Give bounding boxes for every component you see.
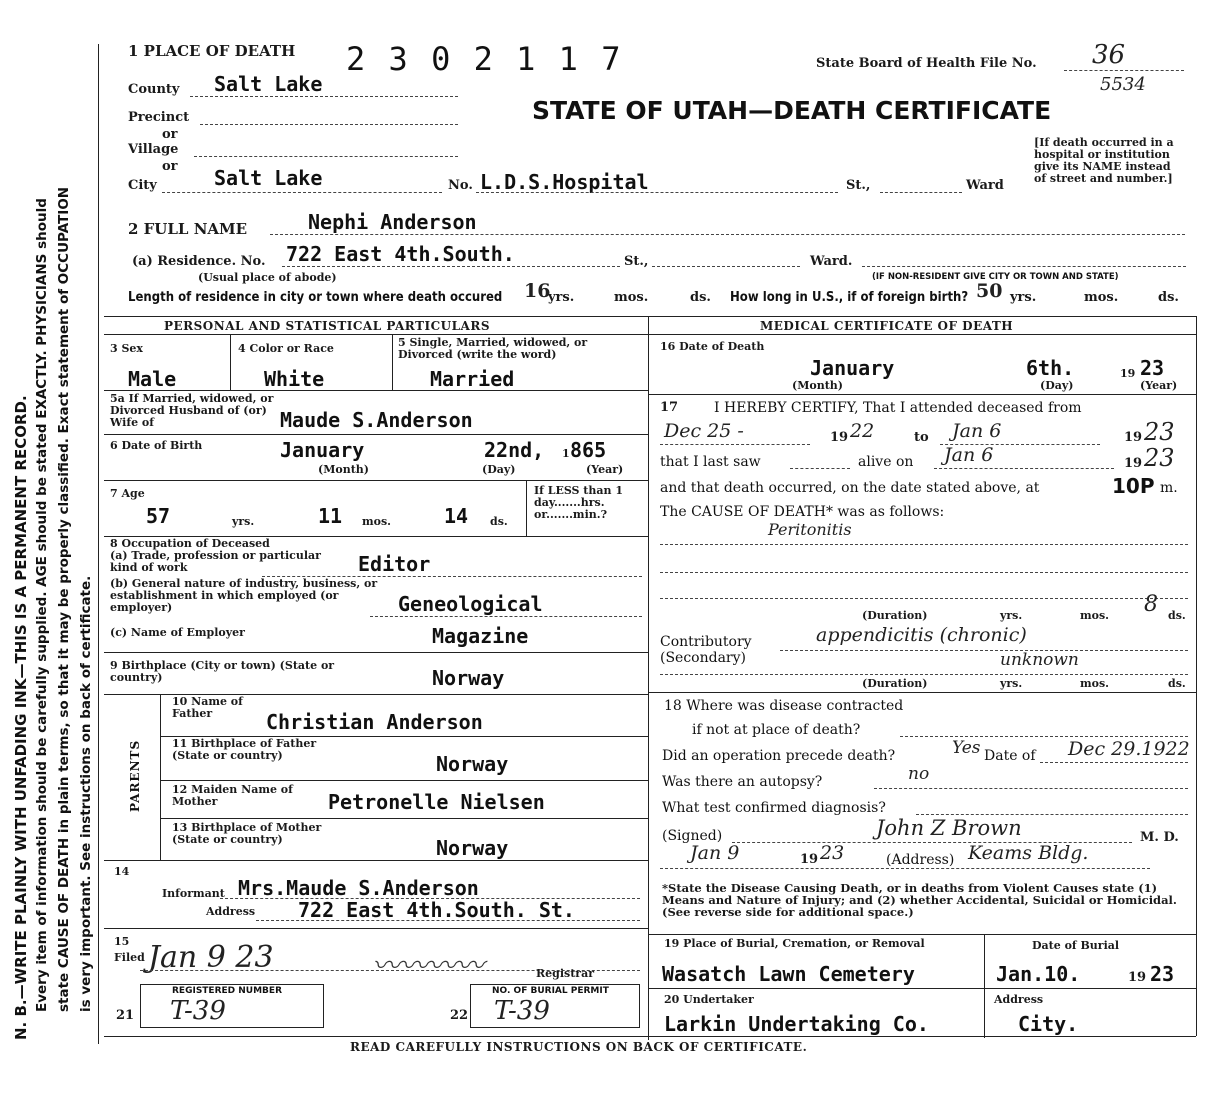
age-yrs-label: yrs. — [232, 515, 255, 528]
attended-to-value: Jan 6 — [952, 420, 1002, 442]
alive-on-label: alive on — [858, 454, 914, 470]
file-no-label: State Board of Health File No. — [816, 56, 1037, 71]
physician-address-label: (Address) — [886, 852, 955, 868]
registrar-signature: 〰〰〰〰 — [372, 949, 485, 982]
signed-label: (Signed) — [662, 828, 723, 844]
registrar-label: Registrar — [536, 967, 595, 980]
attended-from-year-prefix: 19 — [830, 430, 849, 445]
full-name-line — [270, 234, 1185, 235]
full-name-value: Nephi Anderson — [308, 210, 477, 234]
age-years-value: 57 — [146, 504, 171, 528]
usual-place-label: (Usual place of abode) — [198, 271, 337, 284]
death-year-label: (Year) — [1140, 379, 1178, 392]
us-yrs-label: yrs. — [1010, 290, 1037, 305]
test-confirmed-label: What test confirmed diagnosis? — [662, 800, 886, 816]
precinct-label: Precinct — [128, 110, 190, 125]
filed-number: 15 — [114, 935, 130, 948]
death-occurred-label: and that death occurred, on the date stated above, at — [660, 480, 1040, 496]
undertaker-label: 20 Undertaker — [664, 993, 754, 1006]
last-saw-label: that I last saw — [660, 454, 761, 470]
death-day-label: (Day) — [1040, 379, 1074, 392]
physician-address-value: Keams Bldg. — [968, 842, 1089, 864]
industry-label: (b) General nature of industry, business, or establishment in which employed (or employer) — [110, 577, 378, 614]
father-birthplace-value: Norway — [436, 752, 509, 776]
dob-year-value: 865 — [570, 438, 607, 462]
informant-address-value: 722 East 4th.South. St. — [298, 898, 575, 922]
last-saw-year-value: 23 — [1144, 444, 1175, 472]
certificate-number-stamp: 2 3 0 2 1 1 7 — [346, 40, 623, 78]
death-month-value: January — [810, 356, 895, 380]
undertaker-address-value: City. — [1018, 1012, 1079, 1036]
duration-mos-label: mos. — [1080, 609, 1109, 622]
marital-label: 5 Single, Married, widowed, or Divorced (write the word) — [398, 336, 588, 361]
attended-from-year: 22 — [850, 420, 875, 442]
parents-label: PARENTS — [128, 739, 142, 812]
length-ds-label: ds. — [690, 290, 711, 305]
institution-line — [476, 192, 838, 193]
burial-date-value: Jan.10. — [996, 962, 1081, 986]
dob-year-prefix: 1 — [562, 447, 570, 460]
left-frame-line — [98, 44, 99, 1044]
sex-label: 3 Sex — [110, 342, 143, 355]
death-year-prefix: 19 — [1120, 367, 1136, 380]
burial-place-value: Wasatch Lawn Cemetery — [662, 962, 915, 986]
mother-label: 12 Maiden Name of Mother — [172, 783, 293, 808]
cause-line-1 — [660, 544, 1188, 545]
attended-from-line — [660, 444, 810, 445]
less-than-label: If LESS than 1 day.......hrs. or.......min.? — [534, 484, 623, 521]
city-value: Salt Lake — [214, 166, 323, 190]
informant-address-line — [256, 920, 640, 921]
last-saw-year-prefix: 19 — [1124, 456, 1143, 471]
length-mos-label: mos. — [614, 290, 649, 305]
attended-to-year-prefix: 19 — [1124, 430, 1143, 445]
precinct-line — [200, 124, 458, 125]
county-line — [190, 96, 458, 97]
footer-instructions: READ CAREFULLY INSTRUCTIONS ON BACK OF CERTIFICATE. — [350, 1040, 808, 1054]
industry-line — [370, 616, 642, 617]
color-value: White — [264, 367, 325, 391]
village-line — [194, 156, 458, 157]
age-ds-label: ds. — [490, 515, 508, 528]
signed-year-prefix: 19 — [800, 852, 819, 867]
age-label: 7 Age — [110, 487, 145, 500]
file-no-value-2: 5534 — [1100, 74, 1146, 95]
occupation-label: 8 Occupation of Deceased — [110, 537, 270, 550]
contributory-value: appendicitis (chronic) — [816, 624, 1027, 646]
side-note-1: N. B.—WRITE PLAINLY WITH UNFADING INK—THIS IS A PERMANENT RECORD. — [12, 395, 30, 1040]
row12-line — [160, 818, 648, 819]
duration-days-value: 8 — [1144, 592, 1158, 617]
footnote: *State the Disease Causing Death, or in deaths from Violent Causes state (1) Means and Nature of Injury; and (2) whether Accidental, Suicidal or Homicidal. (See reverse side for additional space.) — [662, 881, 1177, 919]
no-label: No. — [448, 178, 473, 193]
birthplace-label: 9 Birthplace (City or town) (State or country) — [110, 659, 335, 684]
file-no-line — [1064, 70, 1184, 71]
us-mos-label: mos. — [1084, 290, 1119, 305]
age-divider — [526, 480, 527, 536]
to-label: to — [914, 430, 929, 445]
row16-line — [648, 394, 1196, 395]
where-contracted-label: 18 Where was disease contracted — [664, 698, 904, 714]
burial-year-value: 23 — [1150, 962, 1175, 986]
city-label: City — [128, 178, 157, 193]
or-label-1: or — [162, 127, 178, 142]
industry-value: Geneological — [398, 592, 543, 616]
death-time-suffix: m. — [1160, 480, 1178, 496]
age-days-value: 14 — [444, 504, 469, 528]
not-at-place-label: if not at place of death? — [692, 722, 861, 738]
last-saw-date-value: Jan 6 — [944, 444, 994, 466]
residence-value: 722 East 4th.South. — [286, 242, 515, 266]
personal-title-underline — [104, 334, 648, 335]
section-top-line — [104, 316, 1196, 317]
medical-section-title: MEDICAL CERTIFICATE OF DEATH — [760, 319, 1014, 333]
right-frame-line — [1196, 316, 1197, 1036]
dob-label: 6 Date of Birth — [110, 439, 203, 452]
ward-line — [880, 192, 962, 193]
autopsy-label: Was there an autopsy? — [662, 774, 823, 790]
residence-st-label: St., — [624, 254, 649, 269]
contributory-yrs-label: yrs. — [1000, 677, 1023, 690]
us-years-value: 50 — [976, 280, 1003, 302]
contributory-duration-value: unknown — [1000, 650, 1079, 670]
father-value: Christian Anderson — [266, 710, 483, 734]
sex-value: Male — [128, 367, 177, 391]
father-birthplace-label: 11 Birthplace of Father (State or country) — [172, 737, 317, 762]
last-saw-date-line — [934, 468, 1114, 469]
row18-line — [648, 934, 1196, 935]
duration-label: (Duration) — [862, 609, 928, 622]
filed-label: Filed — [114, 951, 145, 964]
mother-birthplace-label: 13 Birthplace of Mother (State or country) — [172, 821, 322, 846]
physician-address-line — [660, 868, 1150, 869]
row5a-line — [104, 434, 648, 435]
operation-label: Did an operation precede death? — [662, 748, 896, 764]
contributory-mos-label: mos. — [1080, 677, 1109, 690]
cause-line-3 — [660, 598, 1188, 599]
death-month-label: (Month) — [792, 379, 843, 392]
middle-divider — [648, 316, 649, 1040]
residence-line — [282, 266, 620, 267]
dob-month-value: January — [280, 438, 365, 462]
employer-value: Magazine — [432, 624, 529, 648]
or-label-2: or — [162, 159, 178, 174]
file-no-value: 36 — [1092, 40, 1126, 70]
county-label: County — [128, 82, 180, 97]
contributory-line — [780, 650, 1188, 651]
burial-date-label: Date of Burial — [1032, 939, 1120, 952]
signed-year-value: 23 — [820, 842, 845, 864]
burial-divider — [984, 934, 985, 1038]
father-label: 10 Name of Father — [172, 695, 243, 720]
operation-date-label: Date of — [984, 748, 1036, 764]
attended-from-value: Dec 25 - — [664, 420, 744, 442]
operation-value: Yes — [952, 738, 981, 758]
us-residence-label: How long in U.S., if of foreign birth? — [730, 290, 969, 305]
color-divider — [392, 334, 393, 390]
length-years-value: 16 — [524, 280, 551, 302]
informant-label: Informant — [162, 887, 225, 900]
row3-line — [104, 390, 648, 391]
dob-month-label: (Month) — [318, 463, 369, 476]
dob-day-value: 22nd, — [484, 438, 545, 462]
cause-line-2 — [660, 572, 1188, 573]
row8-line — [104, 652, 648, 653]
hospital-note: [If death occurred in a hospital or institution give its NAME instead of street and number.] — [1034, 136, 1174, 185]
residence-ward-label: Ward. — [810, 254, 853, 269]
physician-signature: John Z Brown — [876, 816, 1022, 840]
mother-birthplace-value: Norway — [436, 836, 509, 860]
personal-section-title: PERSONAL AND STATISTICAL PARTICULARS — [164, 319, 491, 333]
certify-text: I HEREBY CERTIFY, That I attended deceased from — [714, 400, 1082, 416]
undertaker-value: Larkin Undertaking Co. — [664, 1012, 929, 1036]
dob-year-label: (Year) — [586, 463, 624, 476]
age-months-value: 11 — [318, 504, 343, 528]
residence-st-line — [652, 266, 800, 267]
contributory-duration-label: (Duration) — [862, 677, 928, 690]
registered-number-num: 21 — [116, 1008, 135, 1023]
certify-number: 17 — [660, 400, 679, 415]
color-label: 4 Color or Race — [238, 342, 334, 355]
where-contracted-line — [900, 736, 1188, 737]
employer-label: (c) Name of Employer — [110, 626, 245, 639]
row11-line — [160, 780, 648, 781]
st-label: St., — [846, 178, 871, 193]
duration-yrs-label: yrs. — [1000, 609, 1023, 622]
death-day-value: 6th. — [1026, 356, 1075, 380]
residence-label: (a) Residence. No. — [132, 254, 266, 269]
cause-of-death-label: The CAUSE OF DEATH* was as follows: — [660, 504, 945, 520]
nonresident-label: (IF NON-RESIDENT GIVE CITY OR TOWN AND STATE) — [872, 272, 1119, 282]
contributory-ds-label: ds. — [1168, 677, 1186, 690]
age-mos-label: mos. — [362, 515, 391, 528]
burial-year-prefix: 19 — [1128, 970, 1147, 985]
test-confirmed-line — [916, 814, 1188, 815]
operation-date-line — [1040, 762, 1188, 763]
side-note-4: is very important. See instructions on back of certificate. — [78, 575, 94, 1012]
spouse-value: Maude S.Anderson — [280, 408, 473, 432]
filed-value: Jan 9 23 — [148, 940, 274, 975]
operation-date-value: Dec 29.1922 — [1068, 738, 1190, 760]
burial-permit-num: 22 — [450, 1008, 469, 1023]
sex-divider — [230, 334, 231, 390]
autopsy-value: no — [908, 764, 930, 784]
side-note-3: state CAUSE OF DEATH in plain terms, so that it may be properly classified. Exact statement of OCCUPATION — [56, 186, 72, 1012]
burial-permit-value: T-39 — [494, 996, 550, 1026]
death-date-label: 16 Date of Death — [660, 340, 765, 353]
registered-number-value: T-39 — [170, 996, 226, 1026]
death-time-value: 10P — [1112, 474, 1155, 498]
us-ds-label: ds. — [1158, 290, 1179, 305]
medical-title-underline — [648, 334, 1196, 335]
parents-divider — [160, 694, 161, 860]
informant-address-label: Address — [206, 905, 256, 918]
md-label: M. D. — [1140, 830, 1179, 845]
row17-line — [648, 692, 1196, 693]
length-yrs-label: yrs. — [548, 290, 575, 305]
death-year-value: 23 — [1140, 356, 1165, 380]
mother-value: Petronelle Nielsen — [328, 790, 545, 814]
undertaker-address-label: Address — [994, 993, 1044, 1006]
bottom-frame-line — [104, 1036, 1196, 1037]
row13-line — [104, 860, 648, 861]
dob-day-label: (Day) — [482, 463, 516, 476]
cause-of-death-value: Peritonitis — [768, 520, 852, 539]
spouse-label: 5a If Married, widowed, or Divorced Husband of (or) Wife of — [110, 392, 274, 429]
full-name-label: 2 FULL NAME — [128, 220, 248, 238]
place-of-death-label: 1 PLACE OF DEATH — [128, 42, 296, 60]
contributory-label: Contributory (Secondary) — [660, 634, 752, 666]
signed-date-value: Jan 9 — [690, 842, 740, 864]
document-title: STATE OF UTAH—DEATH CERTIFICATE — [532, 96, 1052, 125]
last-saw-him-line — [790, 468, 850, 469]
side-note-2: Every item of information should be carefully supplied. AGE should be stated EXACTLY. PHYSICIANS should — [34, 198, 50, 1012]
registered-number-label: REGISTERED NUMBER — [172, 986, 282, 996]
village-label: Village — [128, 142, 179, 157]
trade-value: Editor — [358, 552, 431, 576]
city-line — [162, 192, 442, 193]
birthplace-value: Norway — [432, 666, 505, 690]
length-of-residence-label: Length of residence in city or town where death occured — [128, 290, 503, 305]
ward-label: Ward — [966, 178, 1004, 193]
burial-place-label: 19 Place of Burial, Cremation, or Removal — [664, 937, 925, 950]
row6-line — [104, 480, 648, 481]
county-value: Salt Lake — [214, 72, 323, 96]
residence-ward-line — [862, 266, 1186, 267]
trade-label: (a) Trade, profession or particular kind of work — [110, 549, 321, 574]
institution-value: L.D.S.Hospital — [480, 170, 649, 194]
attended-to-year: 23 — [1144, 418, 1175, 446]
burial-permit-label: NO. OF BURIAL PERMIT — [492, 986, 609, 996]
duration-ds-label: ds. — [1168, 609, 1186, 622]
autopsy-line — [874, 788, 1188, 789]
contributory-line-2 — [660, 674, 1188, 675]
informant-number: 14 — [114, 865, 130, 878]
informant-value: Mrs.Maude S.Anderson — [238, 876, 479, 900]
row19-line — [648, 988, 1196, 989]
row14-line — [104, 928, 648, 929]
marital-value: Married — [430, 367, 515, 391]
